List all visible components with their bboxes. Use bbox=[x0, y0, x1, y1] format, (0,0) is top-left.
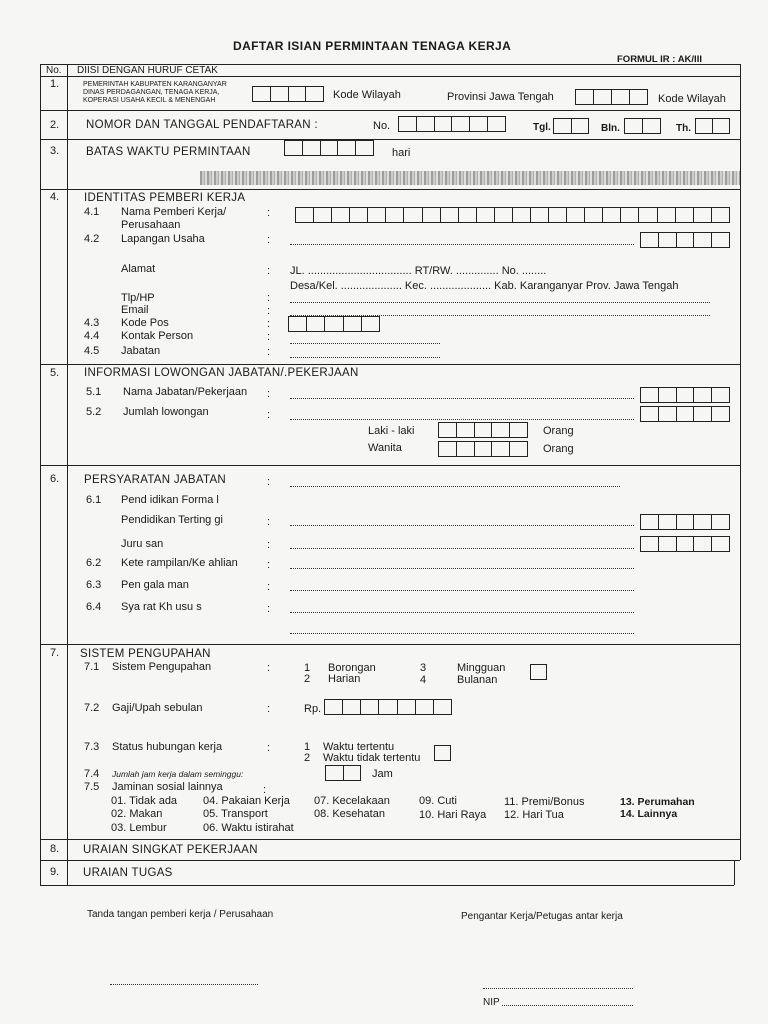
option-number: 3 bbox=[420, 662, 427, 674]
colon: : bbox=[267, 742, 271, 754]
kode-wilayah-input[interactable] bbox=[252, 86, 324, 102]
item-number: 4.1 bbox=[84, 206, 100, 218]
option-borongan: Borongan bbox=[328, 662, 376, 674]
form-title: DAFTAR ISIAN PERMINTAAN TENAGA KERJA bbox=[233, 39, 512, 53]
th-label: Th. bbox=[676, 123, 691, 134]
kode-wilayah-label-2: Kode Wilayah bbox=[658, 93, 726, 105]
colon: : bbox=[267, 305, 271, 317]
table-border-right bbox=[734, 860, 735, 885]
jaminan-option: 10. Hari Raya bbox=[419, 809, 487, 821]
jaminan-sosial-label: Jaminan sosial lainnya bbox=[112, 781, 223, 793]
item-number: 6.4 bbox=[86, 601, 102, 613]
row-divider bbox=[40, 189, 740, 190]
jaminan-option: 07. Kecelakaan bbox=[314, 795, 390, 807]
row-divider bbox=[40, 860, 740, 861]
nama-pemberi-kerja-input[interactable] bbox=[295, 207, 730, 223]
item-number: 4.3 bbox=[84, 317, 100, 329]
section-number: 6. bbox=[50, 473, 60, 485]
lapangan-usaha-line[interactable] bbox=[290, 244, 634, 245]
persyaratan-line[interactable] bbox=[290, 486, 620, 487]
item-number: 4.4 bbox=[84, 330, 100, 342]
jurusan-label: Juru san bbox=[121, 538, 164, 550]
colon: : bbox=[267, 292, 271, 304]
tgl-label: Tgl. bbox=[533, 122, 551, 133]
colon: : bbox=[267, 703, 271, 715]
item-number: 6.1 bbox=[86, 494, 102, 506]
signature-employer-label: Tanda tangan pemberi kerja / Perusahaan bbox=[87, 909, 274, 920]
option-bulanan: Bulanan bbox=[457, 674, 498, 686]
item-number: 7.3 bbox=[84, 741, 100, 753]
nomor-tanggal-label: NOMOR DAN TANGGAL PENDAFTARAN : bbox=[86, 119, 318, 131]
laki-laki-input[interactable] bbox=[438, 422, 528, 438]
row-divider bbox=[40, 839, 740, 840]
officer-signature-line[interactable] bbox=[483, 988, 633, 989]
jaminan-option: 04. Pakaian Kerja bbox=[203, 795, 290, 807]
item-number: 5.1 bbox=[86, 386, 102, 398]
status-hubungan-label: Status hubungan kerja bbox=[112, 741, 223, 753]
section-number: 5. bbox=[50, 367, 60, 379]
provinsi-label: Provinsi Jawa Tengah bbox=[447, 91, 554, 103]
jaminan-option: 03. Lembur bbox=[111, 822, 167, 834]
jaminan-option: 01. Tidak ada bbox=[111, 795, 178, 807]
kode-wilayah-label: Kode Wilayah bbox=[333, 89, 401, 101]
colon: : bbox=[267, 234, 271, 246]
tlp-label: Tlp/HP bbox=[121, 292, 155, 304]
kontak-person-line[interactable] bbox=[290, 343, 440, 344]
jaminan-option: 13. Perumahan bbox=[620, 796, 695, 808]
tahun-input[interactable] bbox=[695, 118, 730, 134]
status-hubungan-checkbox[interactable] bbox=[434, 745, 451, 761]
section-number: 3. bbox=[50, 145, 60, 157]
perusahaan-label: Perusahaan bbox=[121, 219, 181, 231]
section-number: 4. bbox=[50, 191, 60, 203]
form-code: FORMUL IR : AK/III bbox=[617, 54, 702, 65]
nama-jabatan-line[interactable] bbox=[290, 398, 634, 399]
colon: : bbox=[267, 346, 271, 358]
column-divider bbox=[67, 64, 68, 885]
item-number: 5.2 bbox=[86, 406, 102, 418]
pengalaman-line[interactable] bbox=[290, 590, 634, 591]
jaminan-option: 09. Cuti bbox=[419, 795, 457, 807]
colon: : bbox=[267, 331, 271, 343]
colon: : bbox=[267, 265, 271, 277]
laki-label: Laki - laki bbox=[368, 425, 415, 437]
row-divider bbox=[40, 364, 740, 365]
gaji-input[interactable] bbox=[324, 699, 452, 715]
alamat-desa-line[interactable]: Desa/Kel. .................... Kec. .................... Kab. Karanganyar Prov. Jawa Tengah bbox=[290, 280, 679, 292]
item-number: 6.2 bbox=[86, 557, 102, 569]
option-number: 1 bbox=[304, 741, 311, 753]
wanita-label: Wanita bbox=[368, 442, 402, 454]
alamat-jalan-line[interactable]: JL. .................................. RT/RW. .............. No. ........ bbox=[290, 265, 547, 277]
table-border-bottom bbox=[40, 885, 734, 886]
sistem-pengupahan-checkbox[interactable] bbox=[530, 664, 547, 680]
row-divider bbox=[40, 465, 740, 466]
section-number: 1. bbox=[50, 78, 60, 90]
wanita-input[interactable] bbox=[438, 441, 528, 457]
option-harian: Harian bbox=[328, 673, 361, 685]
agency-line-3: KOPERASI USAHA KECIL & MENENGAH bbox=[83, 97, 216, 104]
jabatan-line[interactable] bbox=[290, 357, 440, 358]
jaminan-option: 05. Transport bbox=[203, 808, 268, 820]
item-number: 7.1 bbox=[84, 661, 100, 673]
item-number: 4.2 bbox=[84, 233, 100, 245]
jam-kerja-input[interactable] bbox=[325, 765, 361, 781]
pendidikan-tertinggi-line[interactable] bbox=[290, 525, 634, 526]
rp-label: Rp. bbox=[304, 703, 322, 715]
col-no-header: No. bbox=[46, 65, 62, 76]
batas-waktu-label: BATAS WAKTU PERMINTAAN bbox=[86, 146, 251, 158]
bulan-input[interactable] bbox=[624, 118, 661, 134]
jaminan-option: 14. Lainnya bbox=[620, 808, 678, 820]
pendidikan-tertinggi-label: Pendidikan Terting gi bbox=[121, 514, 223, 526]
jumlah-lowongan-label: Jumlah lowongan bbox=[123, 406, 209, 418]
colon: : bbox=[267, 388, 271, 400]
option-waktu-tidak-tertentu: Waktu tidak tertentu bbox=[323, 752, 421, 764]
option-number: 4 bbox=[420, 674, 427, 686]
section-number: 2. bbox=[50, 119, 60, 131]
pendidikan-formal-label: Pend idikan Forma l bbox=[121, 494, 219, 506]
informasi-lowongan-title: INFORMASI LOWONGAN JABATAN/.PEKERJAAN bbox=[84, 367, 359, 379]
jumlah-lowongan-input[interactable] bbox=[640, 406, 730, 422]
orang-label: Orang bbox=[543, 425, 574, 437]
jabatan-label: Jabatan bbox=[121, 345, 161, 357]
item-number: 6.3 bbox=[86, 579, 102, 591]
colon: : bbox=[267, 559, 271, 571]
uraian-tugas-label: URAIAN TUGAS bbox=[83, 867, 173, 879]
sistem-pengupahan-label: Sistem Pengupahan bbox=[112, 661, 212, 673]
kode-wilayah-provinsi-input[interactable] bbox=[575, 89, 648, 105]
agency-line-1: PEMERINTAH KABUPATEN KARANGANYAR bbox=[83, 81, 227, 88]
item-number: 7.5 bbox=[84, 781, 100, 793]
nama-pemberi-kerja-label: Nama Pemberi Kerja/ bbox=[121, 206, 227, 218]
persyaratan-title: PERSYARATAN JABATAN bbox=[84, 474, 227, 486]
jurusan-code-input[interactable] bbox=[640, 536, 730, 552]
keterampilan-line[interactable] bbox=[290, 568, 634, 569]
row-divider bbox=[40, 644, 740, 645]
sistem-pengupahan-title: SISTEM PENGUPAHAN bbox=[80, 648, 211, 660]
jaminan-option: 12. Hari Tua bbox=[504, 809, 564, 821]
colon: : bbox=[267, 539, 271, 551]
item-number: 4.5 bbox=[84, 345, 100, 357]
nip-label: NIP bbox=[483, 997, 500, 1008]
keterampilan-label: Kete rampilan/Ke ahlian bbox=[121, 557, 238, 569]
syarat-khusus-label: Sya rat Kh usu s bbox=[121, 601, 202, 613]
colon: : bbox=[267, 318, 271, 330]
nama-jabatan-code-input[interactable] bbox=[640, 387, 730, 403]
option-number: 2 bbox=[304, 673, 311, 685]
jumlah-lowongan-line[interactable] bbox=[290, 419, 634, 420]
batas-waktu-input[interactable] bbox=[284, 140, 374, 156]
option-waktu-tertentu: Waktu tertentu bbox=[323, 741, 395, 753]
col-instruction-header: DIISI DENGAN HURUF CETAK bbox=[77, 65, 218, 76]
option-number: 1 bbox=[304, 662, 311, 674]
lapangan-usaha-label: Lapangan Usaha bbox=[121, 233, 205, 245]
alamat-label: Alamat bbox=[121, 263, 156, 275]
section-number: 8. bbox=[50, 843, 60, 855]
colon: : bbox=[267, 409, 271, 421]
jaminan-option: 08. Kesehatan bbox=[314, 808, 385, 820]
jurusan-line[interactable] bbox=[290, 548, 634, 549]
syarat-khusus-line-2[interactable] bbox=[290, 633, 634, 634]
section-number: 7. bbox=[50, 647, 60, 659]
scan-artifact bbox=[200, 171, 740, 185]
uraian-singkat-label: URAIAN SINGKAT PEKERJAAN bbox=[83, 844, 258, 856]
colon: : bbox=[267, 603, 271, 615]
jam-label: Jam bbox=[372, 768, 393, 780]
table-border-right bbox=[740, 64, 741, 860]
kode-pos-label: Kode Pos bbox=[121, 317, 169, 329]
bln-label: Bln. bbox=[601, 123, 620, 134]
kontak-person-label: Kontak Person bbox=[121, 330, 194, 342]
jaminan-option: 11. Premi/Bonus bbox=[504, 796, 585, 808]
nip-line[interactable] bbox=[502, 1005, 633, 1006]
item-number: 7.2 bbox=[84, 702, 100, 714]
nomor-pendaftaran-input[interactable] bbox=[398, 116, 506, 132]
item-number: 7.4 bbox=[84, 768, 100, 780]
row-divider bbox=[40, 139, 740, 140]
employer-signature-line[interactable] bbox=[110, 984, 258, 985]
tlp-line[interactable] bbox=[290, 302, 710, 303]
agency-line-2: DINAS PERDAGANGAN, TENAGA KERJA, bbox=[83, 89, 220, 96]
colon: : bbox=[267, 662, 271, 674]
table-border-left bbox=[40, 64, 41, 885]
gaji-label: Gaji/Upah sebulan bbox=[112, 702, 203, 714]
colon: : bbox=[267, 476, 271, 488]
pendidikan-tertinggi-code-input[interactable] bbox=[640, 514, 730, 530]
nama-jabatan-label: Nama Jabatan/Pekerjaan bbox=[123, 386, 248, 398]
signature-officer-label: Pengantar Kerja/Petugas antar kerja bbox=[461, 911, 623, 922]
colon: : bbox=[267, 516, 271, 528]
jaminan-option: 06. Waktu istirahat bbox=[203, 822, 294, 834]
tanggal-input[interactable] bbox=[553, 118, 589, 134]
pengalaman-label: Pen gala man bbox=[121, 579, 189, 591]
syarat-khusus-line[interactable] bbox=[290, 612, 634, 613]
orang-label: Orang bbox=[543, 443, 574, 455]
kode-pos-input[interactable] bbox=[288, 316, 380, 332]
hari-label: hari bbox=[392, 147, 411, 159]
option-number: 2 bbox=[304, 752, 311, 764]
row-divider bbox=[40, 110, 740, 111]
option-mingguan: Mingguan bbox=[457, 662, 506, 674]
colon: : bbox=[263, 784, 267, 796]
email-label: Email bbox=[121, 304, 149, 316]
identitas-title: IDENTITAS PEMBERI KERJA bbox=[84, 192, 246, 204]
jaminan-option: 02. Makan bbox=[111, 808, 163, 820]
section-number: 9. bbox=[50, 866, 60, 878]
colon: : bbox=[267, 581, 271, 593]
colon: : bbox=[267, 207, 271, 219]
no-label: No. bbox=[373, 120, 391, 132]
jam-kerja-label: Jumlah jam kerja dalam seminggu: bbox=[112, 769, 244, 779]
lapangan-usaha-code-input[interactable] bbox=[640, 232, 730, 248]
